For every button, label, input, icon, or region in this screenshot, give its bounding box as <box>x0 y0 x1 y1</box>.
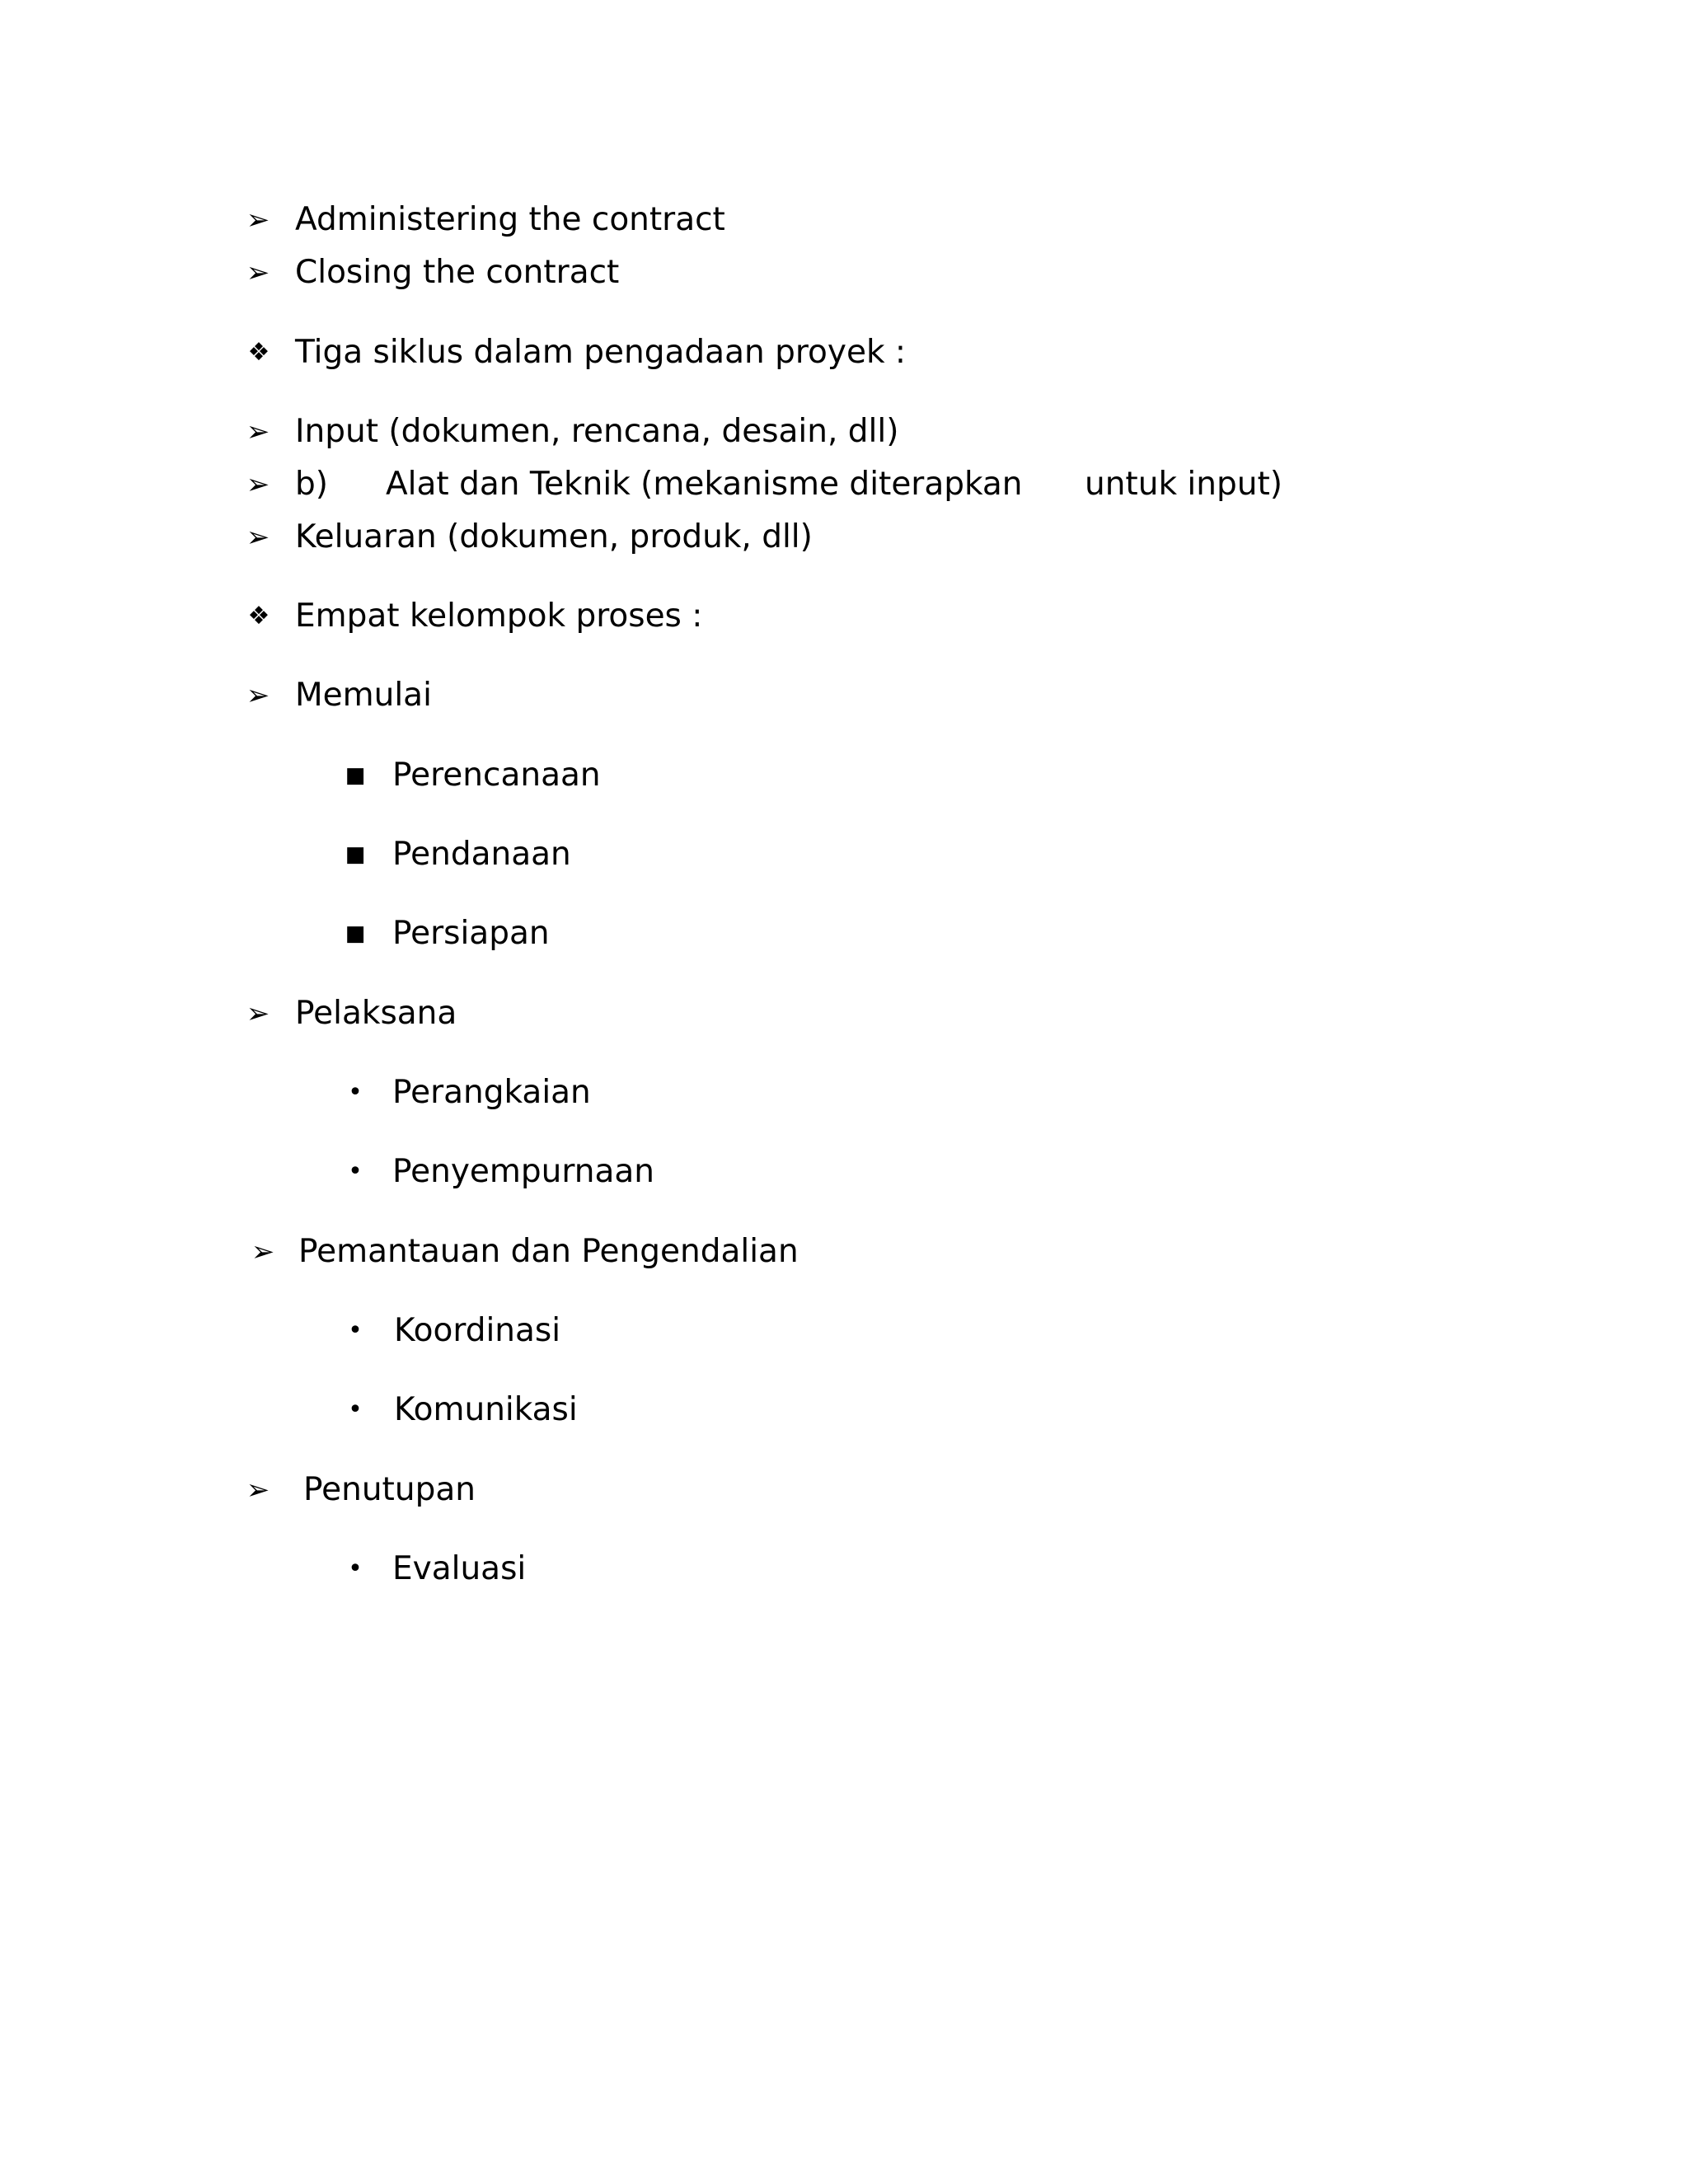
sub-item-text: Penyempurnaan <box>392 1153 654 1190</box>
list-item-text: Memulai <box>295 677 432 714</box>
dot-bullet-icon: • <box>348 1078 363 1107</box>
list-item-text: Keluaran (dokumen, produk, dll) <box>295 518 813 555</box>
arrow-bullet-icon: ➢ <box>246 679 270 712</box>
list-item-text: Closing the contract <box>295 254 620 291</box>
sub-item-text: Perencanaan <box>392 757 601 794</box>
arrow-bullet-icon: ➢ <box>246 468 270 501</box>
list-item-text: Administering the contract <box>295 201 725 238</box>
arrow-bullet-icon: ➢ <box>246 204 270 237</box>
list-item-text-tail: untuk input) <box>1085 466 1282 503</box>
list-item-text: Input (dokumen, rencana, desain, dll) <box>295 413 899 450</box>
square-bullet-icon: ■ <box>345 921 366 946</box>
arrow-bullet-icon: ➢ <box>246 256 270 289</box>
list-item-text: Penutupan <box>303 1471 476 1508</box>
section-heading-text: Tiga siklus dalam pengadaan proyek : <box>295 334 907 371</box>
dot-bullet-icon: • <box>348 1316 363 1345</box>
list-item-text: Alat dan Teknik (mekanisme diterapkan <box>386 466 1023 503</box>
sub-item-text: Komunikasi <box>394 1391 578 1428</box>
arrow-bullet-icon: ➢ <box>246 521 270 554</box>
dot-bullet-icon: • <box>348 1395 363 1424</box>
sub-item-text: Persiapan <box>392 915 550 952</box>
arrow-bullet-icon: ➢ <box>251 1235 275 1268</box>
section-heading-text: Empat kelompok proses : <box>295 598 703 635</box>
list-item-text: Pelaksana <box>295 995 457 1032</box>
sub-item-text: Koordinasi <box>394 1312 561 1349</box>
arrow-bullet-icon: ➢ <box>246 997 270 1030</box>
square-bullet-icon: ■ <box>345 842 366 867</box>
dot-bullet-icon: • <box>348 1157 363 1186</box>
diamond-bullet-icon: ❖ <box>247 602 270 630</box>
square-bullet-icon: ■ <box>345 763 366 788</box>
sub-item-text: Pendanaan <box>392 836 571 873</box>
list-item-label: b) <box>295 466 328 503</box>
dot-bullet-icon: • <box>348 1554 363 1583</box>
arrow-bullet-icon: ➢ <box>246 1474 270 1507</box>
arrow-bullet-icon: ➢ <box>246 415 270 448</box>
sub-item-text: Perangkaian <box>392 1074 591 1111</box>
sub-item-text: Evaluasi <box>392 1550 527 1587</box>
diamond-bullet-icon: ❖ <box>247 338 270 367</box>
list-item-text: Pemantauan dan Pengendalian <box>298 1233 799 1270</box>
